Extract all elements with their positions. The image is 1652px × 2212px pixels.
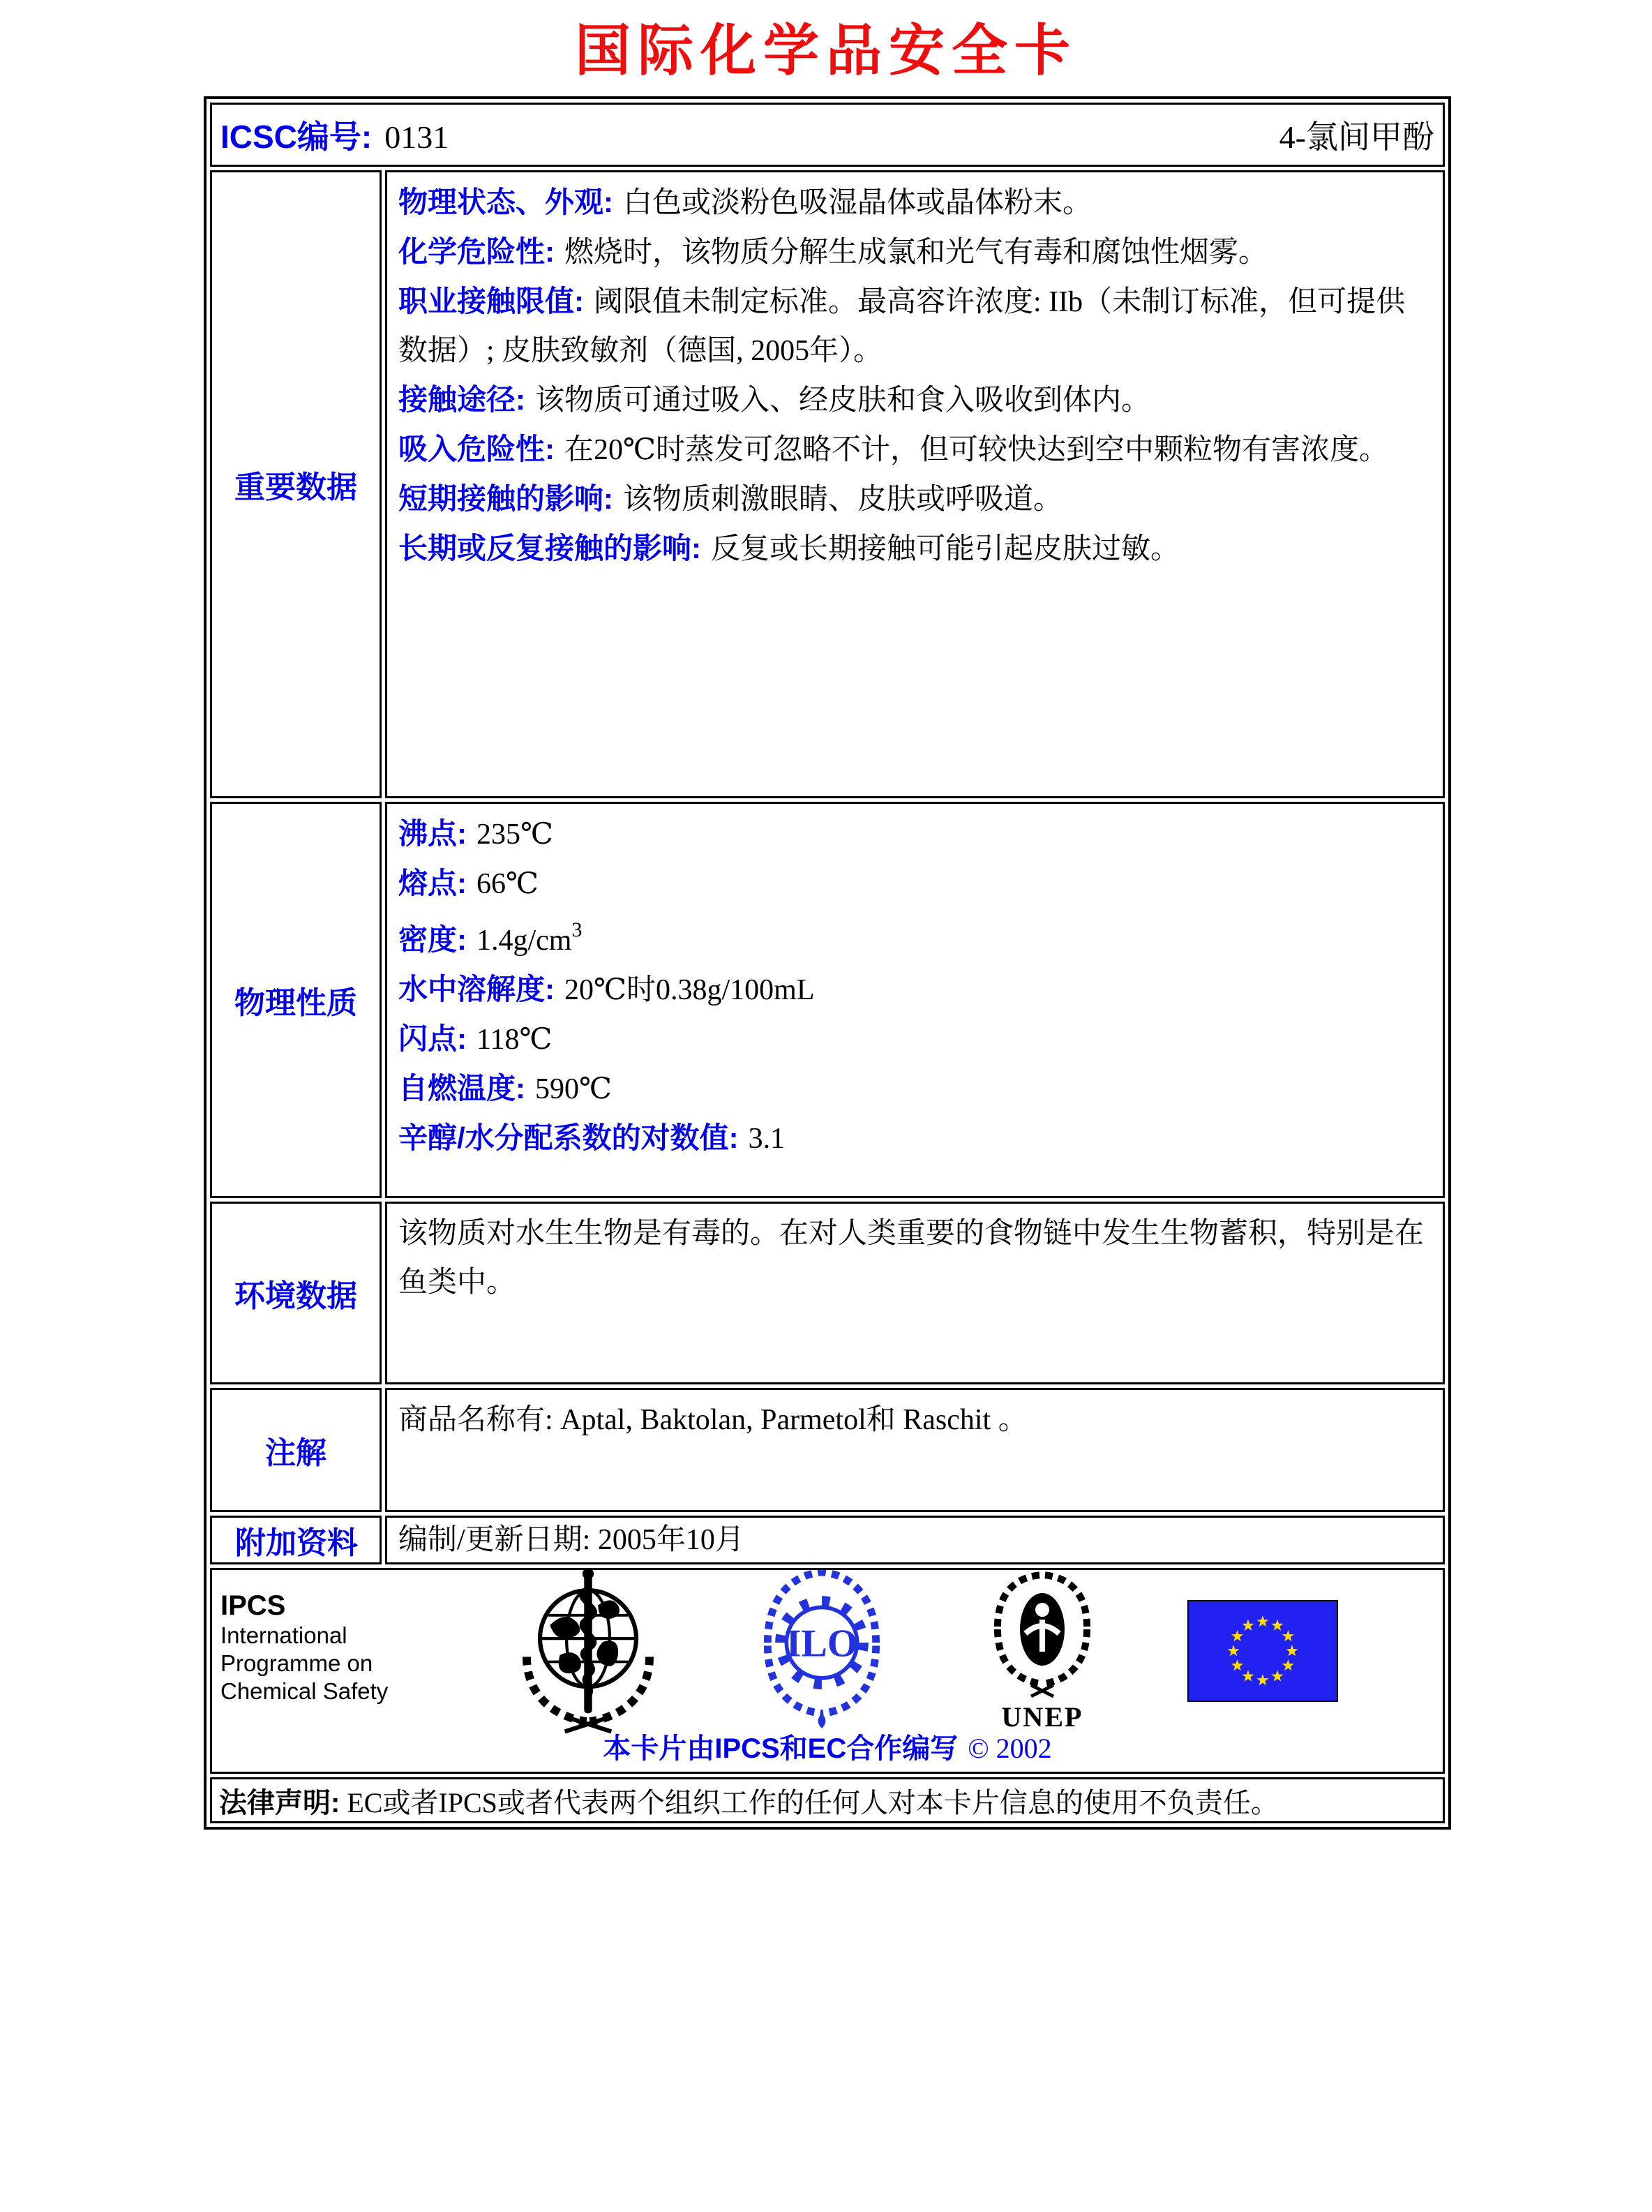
- section-label-extra: 附加资料: [235, 1526, 358, 1560]
- field-line: [398, 1396, 1433, 1444]
- logos-cell: [210, 1568, 1445, 1774]
- field-value: 235℃: [476, 819, 553, 851]
- section-label-cell-notes: [210, 1388, 382, 1512]
- section-label-environment: 环境数据: [234, 1279, 357, 1313]
- unep-logo-block: [973, 1571, 1112, 1731]
- unep-logo-icon: [973, 1571, 1112, 1703]
- section-label-cell-environment: [210, 1202, 382, 1384]
- ipcs-title: IPCS: [220, 1590, 286, 1621]
- field-line: [398, 1520, 1433, 1560]
- field-value: 590℃: [535, 1073, 612, 1105]
- field-line: [398, 227, 1433, 277]
- field-line: [398, 474, 1433, 524]
- chemical-name: 4-氯间甲酚: [1279, 119, 1434, 155]
- section-label-physical: 物理性质: [234, 986, 357, 1020]
- legal-cell: [210, 1777, 1445, 1823]
- field-value: 在20℃时蒸发可忽略不计，但可较快达到空中颗粒物有害浓度。: [564, 434, 1388, 466]
- section-content-notes: [385, 1388, 1445, 1512]
- field-value: 编制/更新日期: 2005年10月: [398, 1524, 744, 1556]
- field-label: 辛醇/水分配系数的对数值:: [398, 1121, 739, 1154]
- icsc-number-label: ICSC编号:: [220, 119, 373, 155]
- field-label: 吸入危险性:: [398, 433, 555, 465]
- field-label: 化学危险性:: [398, 235, 555, 268]
- legal-text: EC或者IPCS或者代表两个组织工作的任何人对本卡片信息的使用不负责任。: [347, 1786, 1279, 1818]
- field-value: 3.1: [748, 1123, 786, 1155]
- section-label-cell-physical: [210, 802, 382, 1198]
- ipcs-subtitle-line: International: [220, 1622, 347, 1648]
- field-value-superscript: 3: [571, 918, 583, 941]
- icsc-card-table: [204, 96, 1451, 1830]
- physical-properties-row: [210, 802, 1445, 1198]
- field-value: 66℃: [476, 868, 539, 900]
- field-line: [398, 1209, 1433, 1307]
- field-value: 商品名称有: Aptal, Baktolan, Parmetol和 Raschit 。: [398, 1404, 1028, 1436]
- section-label-cell-important: [210, 170, 382, 798]
- who-logo-icon: [505, 1568, 671, 1738]
- field-line: [398, 809, 1433, 859]
- ilo-letters: ILO: [786, 1622, 858, 1666]
- legal-row: [210, 1777, 1445, 1823]
- field-label: 自燃温度:: [398, 1072, 525, 1105]
- field-label: 短期接触的影响:: [398, 482, 613, 515]
- field-label: 物理状态、外观:: [398, 186, 613, 218]
- notes-row: [210, 1388, 1445, 1512]
- field-value: 该物质对水生生物是有毒的。在对人类重要的食物链中发生生物蓄积，特别是在鱼类中。: [398, 1218, 1425, 1299]
- field-line: [398, 375, 1433, 425]
- field-line: [398, 1064, 1433, 1114]
- caption-text: 本卡片由IPCS和EC合作编写: [603, 1733, 959, 1764]
- field-label: 沸点:: [398, 817, 467, 850]
- unep-label: UNEP: [1001, 1701, 1083, 1733]
- field-line: [398, 1114, 1433, 1163]
- cooperation-caption: [212, 1726, 1443, 1766]
- field-label: 长期或反复接触的影响:: [398, 532, 701, 565]
- field-label: 熔点:: [398, 867, 467, 899]
- field-label: 密度:: [398, 923, 467, 956]
- field-line: [398, 425, 1433, 474]
- legal-label: 法律声明:: [219, 1787, 340, 1818]
- icsc-number-value: 0131: [384, 119, 449, 155]
- section-label-cell-extra: [210, 1516, 382, 1564]
- field-line: [398, 909, 1433, 965]
- field-value: 反复或长期接触可能引起皮肤过敏。: [711, 533, 1180, 565]
- eu-flag-icon: [1187, 1600, 1338, 1702]
- section-content-extra: [385, 1516, 1445, 1564]
- header-row: [210, 103, 1445, 167]
- field-line: [398, 178, 1433, 227]
- ilo-logo-icon: [746, 1568, 897, 1738]
- field-value: 1.4g/cm: [476, 925, 572, 957]
- additional-info-row: [210, 1516, 1445, 1564]
- icsc-number-group: [220, 112, 449, 158]
- environmental-data-row: [210, 1202, 1445, 1384]
- ipcs-text-block: [220, 1577, 430, 1705]
- field-label: 闪点:: [398, 1022, 467, 1055]
- section-label-notes: 注解: [265, 1436, 326, 1470]
- field-line: [398, 524, 1433, 574]
- section-content-physical: [385, 802, 1445, 1198]
- important-data-row: [210, 170, 1445, 798]
- field-label: 职业接触限值:: [398, 285, 584, 317]
- field-label: 接触途径:: [398, 383, 525, 416]
- field-line: [398, 965, 1433, 1015]
- section-content-important: [385, 170, 1445, 798]
- field-value: 白色或淡粉色吸湿晶体或晶体粉末。: [623, 187, 1092, 219]
- page-title: 国际化学品安全卡: [575, 21, 1077, 82]
- section-content-environment: [385, 1202, 1445, 1384]
- field-value: 阈限值未制定标准。最高容许浓度: IIb（未制订标准，但可提供数据）; 皮肤致敏剂（德国, 2005年）。: [398, 286, 1406, 367]
- field-line: [398, 277, 1433, 375]
- field-value: 燃烧时，该物质分解生成氯和光气有毒和腐蚀性烟雾。: [564, 237, 1268, 269]
- header-cell: [210, 103, 1445, 167]
- field-value: 该物质可通过吸入、经皮肤和食入吸收到体内。: [535, 384, 1151, 417]
- field-line: [398, 1015, 1433, 1064]
- field-line: [398, 859, 1433, 909]
- section-label-important: 重要数据: [234, 470, 357, 505]
- field-value: 该物质刺激眼睛、皮肤或呼吸道。: [623, 484, 1063, 516]
- field-value: 20℃时0.38g/100mL: [564, 974, 815, 1006]
- ipcs-subtitle-line: Programme on: [220, 1650, 373, 1676]
- caption-year: © 2002: [968, 1733, 1052, 1764]
- field-value: 118℃: [476, 1024, 553, 1056]
- ipcs-subtitle-line: Chemical Safety: [220, 1678, 389, 1704]
- field-label: 水中溶解度:: [398, 973, 555, 1006]
- logos-row: [210, 1568, 1445, 1774]
